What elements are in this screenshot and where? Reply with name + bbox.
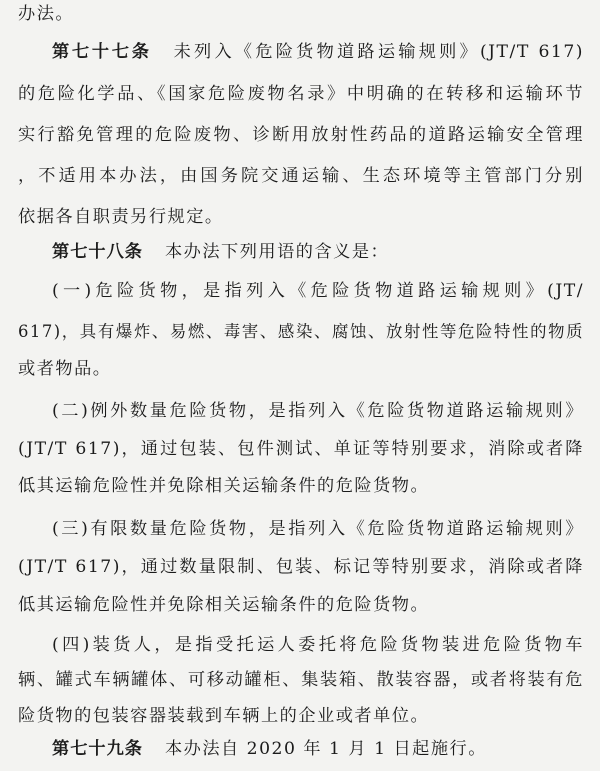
text-span: (JT/T 617)，通过数量限制、包装、标记等特别要求，消除或者降 (18, 557, 584, 577)
text-line (18, 593, 584, 617)
article-78-line (52, 240, 584, 264)
text-span: 的危险化学品、《国家危险废物名录》中明确的在转移和运输环节 (18, 84, 584, 104)
text-line (52, 517, 584, 541)
text-line (18, 320, 584, 344)
text-line (18, 123, 584, 147)
text-line (18, 164, 584, 188)
text-span: ，不适用本办法，由国务院交通运输、生态环境等主管部门分别 (18, 166, 584, 186)
text-line (18, 704, 584, 728)
text-span: 低其运输危险性并免除相关运输条件的危险货物。 (18, 595, 430, 615)
text-line (18, 205, 584, 229)
text-line (52, 633, 584, 657)
text-span: 办法。 (18, 4, 75, 24)
text-span: (四)装货人，是指受托运人委托将危险货物装进危险货物车 (52, 635, 584, 655)
text-line (18, 474, 584, 498)
article-label: 第七十七条 (52, 42, 152, 62)
text-line (52, 399, 584, 423)
text-span: 或者物品。 (18, 359, 112, 379)
text-line (52, 279, 584, 303)
text-span: 本办法下列用语的含义是： (164, 242, 390, 262)
text-span: 低其运输危险性并免除相关运输条件的危险货物。 (18, 476, 430, 496)
text-line (18, 2, 584, 26)
text-line (18, 357, 584, 381)
text-span: 险货物的包装容器装载到车辆上的企业或者单位。 (18, 706, 430, 726)
text-span: 实行豁免管理的危险废物、诊断用放射性药品的道路运输安全管理 (18, 125, 584, 145)
text-span: (二)例外数量危险货物，是指列入《危险货物道路运输规则》 (52, 401, 584, 421)
text-span: 617)，具有爆炸、易燃、毒害、感染、腐蚀、放射性等危险特性的物质 (18, 322, 584, 341)
text-line (18, 82, 584, 106)
text-span: 本办法自 2020 年 1 月 1 日起施行。 (164, 739, 487, 759)
text-span: 依据各自职责另行规定。 (18, 207, 224, 227)
text-span: (一)危险货物，是指列入《危险货物道路运输规则》(JT/ (52, 281, 584, 301)
article-label: 第七十九条 (52, 739, 143, 759)
text-span: 未列入《危险货物道路运输规则》(JT/T 617) (173, 42, 584, 62)
text-line (18, 437, 584, 461)
text-span: 辆、罐式车辆罐体、可移动罐柜、集装箱、散装容器，或者将装有危 (18, 670, 584, 690)
text-span: (三)有限数量危险货物，是指列入《危险货物道路运输规则》 (52, 519, 584, 539)
article-label: 第七十八条 (52, 242, 143, 262)
article-77-line (52, 40, 584, 64)
article-79-line (52, 737, 584, 761)
text-span: (JT/T 617)，通过包装、包件测试、单证等特别要求，消除或者降 (18, 439, 584, 459)
text-line (18, 668, 584, 692)
text-line (18, 555, 584, 579)
